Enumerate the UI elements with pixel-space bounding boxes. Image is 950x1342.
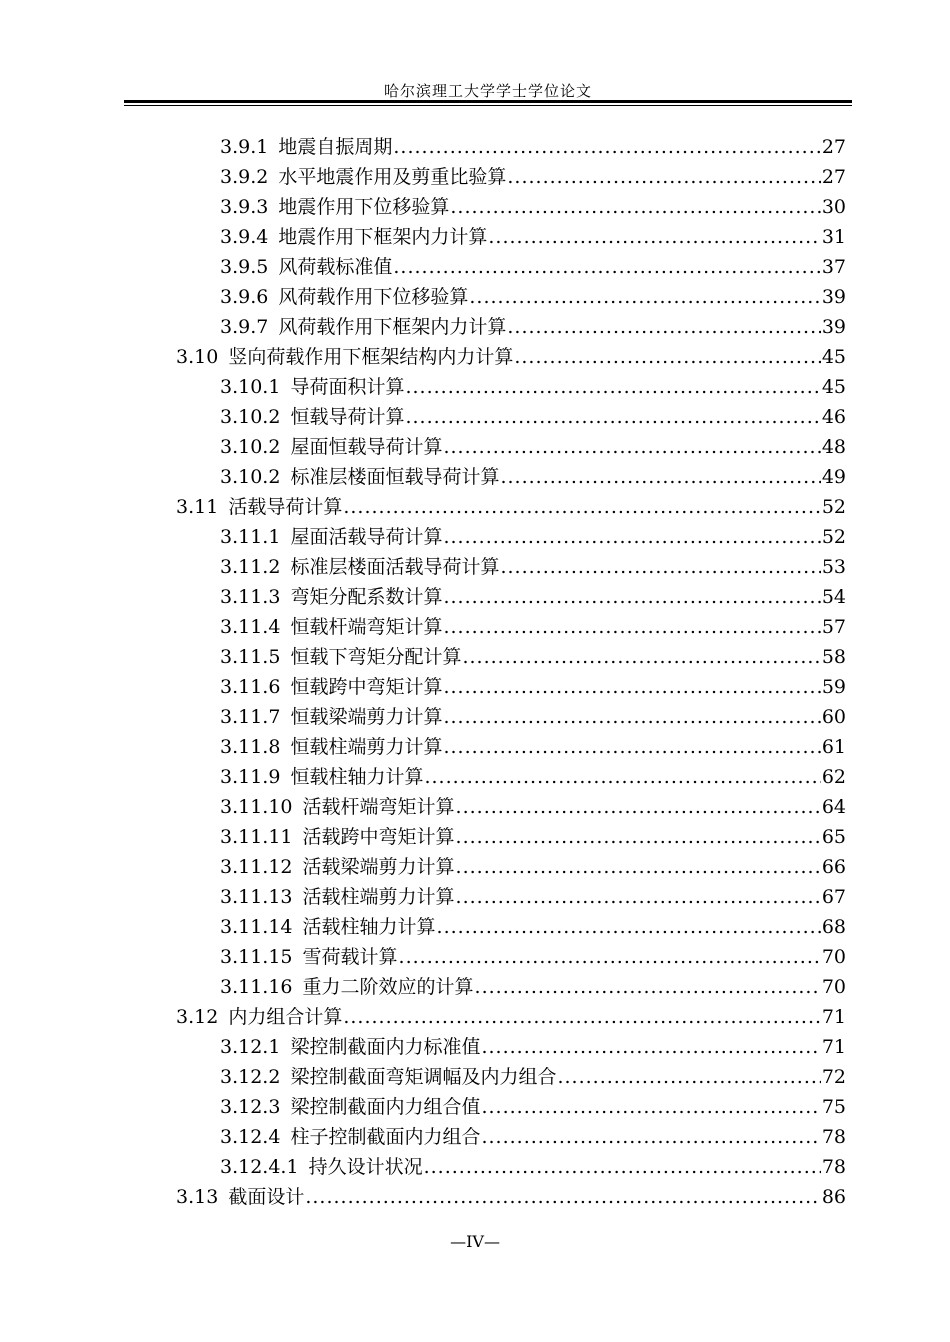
toc-dot-leader — [507, 312, 820, 342]
toc-dot-leader — [456, 882, 821, 912]
toc-entry[interactable] — [0, 1062, 950, 1092]
toc-entry-page: 45 — [821, 346, 846, 368]
toc-dot-leader — [443, 432, 820, 462]
toc-entry-title: 弯矩分配系数计算 — [290, 586, 443, 608]
toc-entry-number: 3.11.8 — [220, 736, 281, 758]
toc-entry[interactable] — [0, 282, 950, 312]
toc-dot-leader — [405, 402, 820, 432]
toc-entry[interactable] — [0, 642, 950, 672]
toc-entry-title: 梁控制截面内力组合值 — [290, 1096, 481, 1118]
toc-entry-number: 3.9.1 — [220, 136, 269, 158]
toc-entry-number: 3.12.1 — [220, 1036, 281, 1058]
toc-entry[interactable] — [0, 702, 950, 732]
toc-entry-page: 86 — [821, 1186, 846, 1208]
toc-entry-number: 3.11.3 — [220, 586, 281, 608]
toc-dot-leader — [443, 612, 820, 642]
toc-entry-page: 66 — [821, 856, 846, 878]
toc-entry-title: 竖向荷载作用下框架结构内力计算 — [228, 346, 514, 368]
toc-entry-number: 3.10.1 — [220, 376, 281, 398]
toc-entry-page: 39 — [821, 286, 846, 308]
toc-entry[interactable] — [0, 492, 950, 522]
page-header — [124, 74, 852, 104]
toc-entry[interactable] — [0, 792, 950, 822]
toc-entry-title: 风荷载作用下位移验算 — [278, 286, 469, 308]
toc-dot-leader — [305, 1182, 820, 1212]
toc-entry-number: 3.10.2 — [220, 436, 281, 458]
toc-entry[interactable] — [0, 462, 950, 492]
toc-entry-page: 70 — [821, 946, 846, 968]
toc-entry-page: 45 — [821, 376, 846, 398]
toc-dot-leader — [456, 852, 821, 882]
toc-entry[interactable] — [0, 612, 950, 642]
toc-entry-number: 3.11.15 — [220, 946, 293, 968]
toc-dot-leader — [507, 162, 820, 192]
toc-entry-title: 地震自振周期 — [278, 136, 393, 158]
toc-entry-title: 活载跨中弯矩计算 — [302, 826, 455, 848]
toc-dot-leader — [488, 222, 820, 252]
toc-entry[interactable] — [0, 882, 950, 912]
toc-entry-number: 3.11.10 — [220, 796, 293, 818]
toc-entry-number: 3.11.2 — [220, 556, 281, 578]
toc-entry[interactable] — [0, 1182, 950, 1212]
toc-entry-title: 截面设计 — [228, 1186, 305, 1208]
toc-entry[interactable] — [0, 372, 950, 402]
toc-dot-leader — [443, 702, 820, 732]
toc-entry-title: 柱子控制截面内力组合 — [290, 1126, 481, 1148]
toc-entry-number: 3.11.7 — [220, 706, 281, 728]
toc-entry-page: 52 — [821, 496, 846, 518]
toc-dot-leader — [481, 1122, 820, 1152]
toc-entry[interactable] — [0, 1122, 950, 1152]
toc-entry[interactable] — [0, 252, 950, 282]
toc-entry-title: 活载柱轴力计算 — [302, 916, 436, 938]
toc-dot-leader — [557, 1062, 820, 1092]
toc-entry-number: 3.13 — [176, 1186, 219, 1208]
toc-entry-title: 梁控制截面弯矩调幅及内力组合 — [290, 1066, 557, 1088]
toc-entry[interactable] — [0, 852, 950, 882]
toc-entry-title: 地震作用下位移验算 — [278, 196, 450, 218]
toc-entry-number: 3.9.2 — [220, 166, 269, 188]
toc-entry-page: 57 — [821, 616, 846, 638]
toc-entry-page: 78 — [821, 1126, 846, 1148]
toc-entry-title: 恒载柱端剪力计算 — [290, 736, 443, 758]
toc-entry[interactable] — [0, 672, 950, 702]
toc-dot-leader — [424, 1152, 821, 1182]
toc-entry[interactable] — [0, 312, 950, 342]
toc-entry[interactable] — [0, 732, 950, 762]
toc-entry-title: 恒载下弯矩分配计算 — [290, 646, 462, 668]
toc-dot-leader — [481, 1092, 820, 1122]
toc-entry-page: 75 — [821, 1096, 846, 1118]
toc-entry-page: 59 — [821, 676, 846, 698]
toc-entry-page: 58 — [821, 646, 846, 668]
toc-entry-number: 3.11.14 — [220, 916, 293, 938]
toc-entry-title: 恒载杆端弯矩计算 — [290, 616, 443, 638]
toc-entry[interactable] — [0, 942, 950, 972]
page-number: —IV— — [450, 1232, 500, 1251]
toc-entry-title: 活载杆端弯矩计算 — [302, 796, 455, 818]
toc-entry-page: 48 — [821, 436, 846, 458]
toc-dot-leader — [481, 1032, 820, 1062]
toc-entry-page: 52 — [821, 526, 846, 548]
toc-entry-number: 3.12 — [176, 1006, 219, 1028]
toc-entry-number: 3.11.1 — [220, 526, 281, 548]
toc-entry-page: 64 — [821, 796, 846, 818]
toc-entry-title: 水平地震作用及剪重比验算 — [278, 166, 507, 188]
toc-entry-title: 恒载导荷计算 — [290, 406, 405, 428]
toc-entry-title: 活载导荷计算 — [228, 496, 343, 518]
toc-entry[interactable] — [0, 1002, 950, 1032]
header-rule-thin — [124, 105, 852, 106]
toc-entry-page: 39 — [821, 316, 846, 338]
toc-dot-leader — [443, 582, 820, 612]
toc-entry-number: 3.9.3 — [220, 196, 269, 218]
toc-entry-number: 3.9.7 — [220, 316, 269, 338]
table-of-contents — [0, 132, 950, 1212]
toc-entry-title: 地震作用下框架内力计算 — [278, 226, 488, 248]
toc-entry-number: 3.12.4 — [220, 1126, 281, 1148]
toc-entry-number: 3.10 — [176, 346, 219, 368]
toc-dot-leader — [450, 192, 820, 222]
toc-entry-page: 49 — [821, 466, 846, 488]
toc-entry[interactable] — [0, 162, 950, 192]
toc-entry-page: 27 — [821, 136, 846, 158]
toc-entry[interactable] — [0, 432, 950, 462]
toc-entry-number: 3.11.13 — [220, 886, 293, 908]
toc-entry-title: 雪荷载计算 — [302, 946, 398, 968]
toc-dot-leader — [437, 912, 821, 942]
toc-entry-title: 重力二阶效应的计算 — [302, 976, 474, 998]
toc-dot-leader — [399, 942, 821, 972]
toc-entry[interactable] — [0, 522, 950, 552]
toc-entry[interactable] — [0, 912, 950, 942]
toc-entry-page: 37 — [821, 256, 846, 278]
toc-dot-leader — [469, 282, 820, 312]
toc-entry-page: 61 — [821, 736, 846, 758]
toc-entry-page: 65 — [821, 826, 846, 848]
toc-entry-page: 53 — [821, 556, 846, 578]
toc-dot-leader — [514, 342, 820, 372]
toc-entry[interactable] — [0, 552, 950, 582]
toc-entry-title: 活载柱端剪力计算 — [302, 886, 455, 908]
toc-dot-leader — [393, 132, 820, 162]
toc-dot-leader — [462, 642, 820, 672]
toc-dot-leader — [424, 762, 820, 792]
toc-entry-page: 68 — [821, 916, 846, 938]
toc-entry-number: 3.12.2 — [220, 1066, 281, 1088]
toc-entry[interactable] — [0, 222, 950, 252]
toc-dot-leader — [500, 462, 820, 492]
toc-entry-number: 3.12.4.1 — [220, 1156, 299, 1178]
toc-entry-number: 3.11 — [176, 496, 219, 518]
toc-entry-number: 3.11.9 — [220, 766, 281, 788]
toc-entry-number: 3.11.11 — [220, 826, 293, 848]
toc-entry-number: 3.11.4 — [220, 616, 281, 638]
toc-entry-page: 54 — [821, 586, 846, 608]
toc-entry-number: 3.11.12 — [220, 856, 293, 878]
header-title: 哈尔滨理工大学学士学位论文 — [383, 82, 592, 100]
toc-entry-title: 风荷载作用下框架内力计算 — [278, 316, 507, 338]
toc-entry[interactable] — [0, 822, 950, 852]
toc-entry-title: 导荷面积计算 — [290, 376, 405, 398]
toc-entry-title: 屋面活载导荷计算 — [290, 526, 443, 548]
toc-entry[interactable] — [0, 1152, 950, 1182]
toc-entry-title: 屋面恒载导荷计算 — [290, 436, 443, 458]
toc-entry-title: 恒载梁端剪力计算 — [290, 706, 443, 728]
toc-entry-number: 3.11.6 — [220, 676, 281, 698]
toc-entry-page: 27 — [821, 166, 846, 188]
toc-entry-title: 风荷载标准值 — [278, 256, 393, 278]
toc-entry-title: 恒载跨中弯矩计算 — [290, 676, 443, 698]
toc-entry-title: 内力组合计算 — [228, 1006, 343, 1028]
toc-dot-leader — [405, 372, 820, 402]
toc-entry-page: 46 — [821, 406, 846, 428]
toc-dot-leader — [456, 822, 821, 852]
toc-entry[interactable] — [0, 1032, 950, 1062]
toc-dot-leader — [343, 1002, 820, 1032]
toc-entry[interactable] — [0, 1092, 950, 1122]
toc-dot-leader — [443, 522, 820, 552]
toc-entry-number: 3.9.4 — [220, 226, 269, 248]
toc-entry-title: 标准层楼面活载导荷计算 — [290, 556, 500, 578]
toc-entry-page: 30 — [821, 196, 846, 218]
toc-entry-page: 78 — [821, 1156, 846, 1178]
toc-entry[interactable] — [0, 582, 950, 612]
toc-entry-page: 72 — [821, 1066, 846, 1088]
toc-entry-page: 67 — [821, 886, 846, 908]
toc-entry-title: 活载梁端剪力计算 — [302, 856, 455, 878]
toc-entry-title: 持久设计状况 — [308, 1156, 423, 1178]
toc-entry-page: 70 — [821, 976, 846, 998]
toc-dot-leader — [500, 552, 820, 582]
toc-entry-number: 3.10.2 — [220, 466, 281, 488]
toc-entry-page: 31 — [821, 226, 846, 248]
toc-dot-leader — [456, 792, 821, 822]
toc-dot-leader — [443, 732, 820, 762]
toc-entry-number: 3.12.3 — [220, 1096, 281, 1118]
toc-entry[interactable] — [0, 402, 950, 432]
toc-entry-page: 62 — [821, 766, 846, 788]
toc-entry[interactable] — [0, 972, 950, 1002]
toc-dot-leader — [343, 492, 820, 522]
toc-entry-number: 3.9.5 — [220, 256, 269, 278]
toc-entry-page: 60 — [821, 706, 846, 728]
toc-entry-title: 标准层楼面恒载导荷计算 — [290, 466, 500, 488]
toc-entry[interactable] — [0, 762, 950, 792]
toc-entry-number: 3.11.16 — [220, 976, 293, 998]
toc-dot-leader — [393, 252, 820, 282]
toc-dot-leader — [475, 972, 821, 1002]
toc-entry-page: 71 — [821, 1036, 846, 1058]
toc-entry-title: 恒载柱轴力计算 — [290, 766, 424, 788]
toc-entry-number: 3.10.2 — [220, 406, 281, 428]
header-rule-thick — [124, 100, 852, 103]
toc-entry[interactable] — [0, 132, 950, 162]
toc-entry-page: 71 — [821, 1006, 846, 1028]
toc-entry-number: 3.9.6 — [220, 286, 269, 308]
toc-entry[interactable] — [0, 342, 950, 372]
toc-entry-title: 梁控制截面内力标准值 — [290, 1036, 481, 1058]
toc-entry-number: 3.11.5 — [220, 646, 281, 668]
toc-entry[interactable] — [0, 192, 950, 222]
toc-dot-leader — [443, 672, 820, 702]
